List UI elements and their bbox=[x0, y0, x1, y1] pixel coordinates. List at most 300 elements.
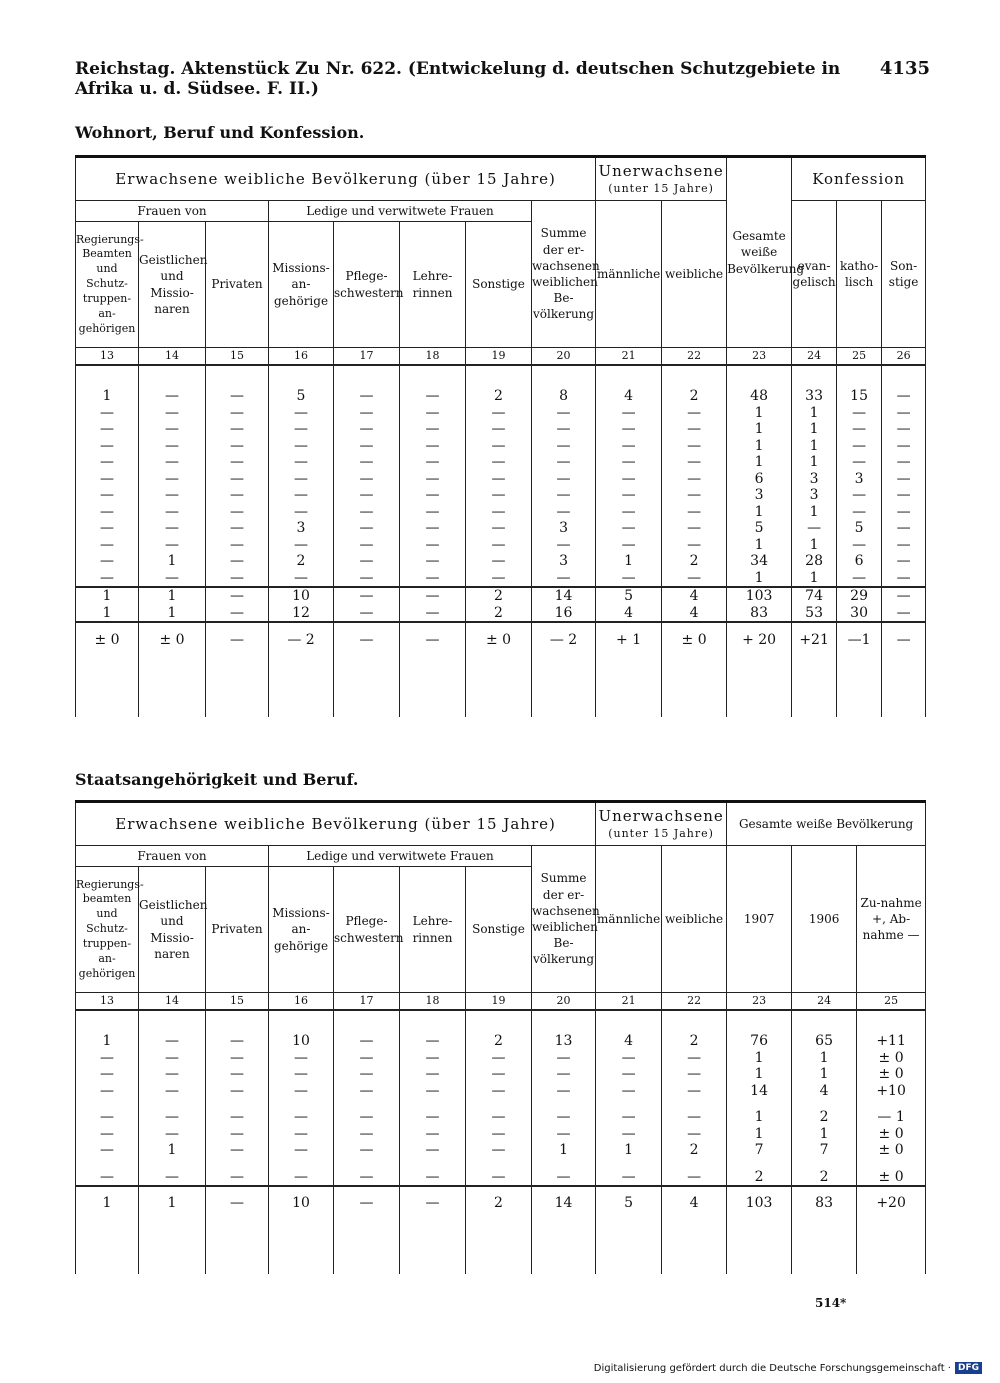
spacer-cell bbox=[596, 657, 662, 717]
table-cell: — 2 bbox=[269, 622, 334, 657]
table-cell: 103 bbox=[727, 587, 792, 605]
table-cell: — bbox=[532, 1050, 596, 1067]
table-cell: — bbox=[334, 587, 400, 605]
table2-colnum: 21 bbox=[596, 993, 662, 1011]
table-cell: — bbox=[334, 1033, 400, 1050]
spacer-cell bbox=[269, 365, 334, 388]
spacer-cell bbox=[532, 365, 596, 388]
table-cell: — bbox=[400, 605, 466, 623]
spacer-cell bbox=[662, 1099, 727, 1109]
table-cell: — bbox=[76, 570, 139, 588]
table-cell: 34 bbox=[727, 553, 792, 570]
table-cell: 3 bbox=[269, 520, 334, 537]
table-cell: — bbox=[139, 1169, 206, 1187]
table-cell: — bbox=[76, 1050, 139, 1067]
table-cell: — bbox=[837, 487, 882, 504]
table-cell: 1 bbox=[596, 1142, 662, 1159]
table-cell: — bbox=[662, 504, 727, 521]
table-cell: — bbox=[206, 1050, 269, 1067]
table-cell: — bbox=[882, 504, 926, 521]
total-row bbox=[76, 1186, 926, 1219]
spacer-cell bbox=[400, 1219, 466, 1274]
spacer-cell bbox=[76, 365, 139, 388]
table-cell: 1 bbox=[792, 1126, 857, 1143]
table-cell: 5 bbox=[269, 388, 334, 405]
table-cell: 30 bbox=[837, 605, 882, 623]
spacer-row bbox=[76, 365, 926, 388]
table-cell: — bbox=[76, 1169, 139, 1187]
table2-colnum: 19 bbox=[466, 993, 532, 1011]
table-row bbox=[76, 1126, 926, 1143]
col-1906-header: 1906 bbox=[792, 846, 857, 993]
table-cell: — bbox=[206, 1186, 269, 1219]
table-cell: 6 bbox=[727, 471, 792, 488]
table-cell: 83 bbox=[727, 605, 792, 623]
table-row bbox=[76, 421, 926, 438]
table1-colnum: 16 bbox=[269, 348, 334, 366]
table-cell: ± 0 bbox=[139, 622, 206, 657]
table-cell: — bbox=[596, 1050, 662, 1067]
table-cell: — bbox=[532, 504, 596, 521]
table-cell: 1 bbox=[727, 570, 792, 588]
group-konfession-header: Konfession bbox=[792, 157, 926, 201]
table-cell: 83 bbox=[792, 1186, 857, 1219]
spacer-row bbox=[76, 1010, 926, 1033]
table-cell: — bbox=[76, 1126, 139, 1143]
table2-colnum: 20 bbox=[532, 993, 596, 1011]
table-cell: 33 bbox=[792, 388, 837, 405]
table-cell: — bbox=[269, 504, 334, 521]
table-cell: — bbox=[76, 487, 139, 504]
table-cell: 10 bbox=[269, 1186, 334, 1219]
table-cell: 2 bbox=[466, 1186, 532, 1219]
table-cell: — bbox=[139, 1109, 206, 1126]
table-cell: — bbox=[882, 570, 926, 588]
col-katholisch-header: katho-lisch bbox=[837, 201, 882, 348]
col-privaten-header-2: Privaten bbox=[206, 867, 269, 993]
table-cell: — bbox=[400, 1083, 466, 1100]
table-cell: — bbox=[466, 1109, 532, 1126]
col-sonstige-header: Sonstige bbox=[466, 222, 532, 348]
spacer-cell bbox=[76, 1219, 139, 1274]
table-cell: — bbox=[76, 504, 139, 521]
spacer-row bbox=[76, 657, 926, 717]
table-cell: — bbox=[76, 1083, 139, 1100]
spacer-cell bbox=[334, 365, 400, 388]
table1-colnum: 23 bbox=[727, 348, 792, 366]
table-cell: 3 bbox=[792, 487, 837, 504]
table-cell: 2 bbox=[662, 553, 727, 570]
table-cell: — bbox=[662, 520, 727, 537]
table-cell: — bbox=[76, 421, 139, 438]
table-cell: 14 bbox=[532, 587, 596, 605]
col-geistliche-header-2: Geistlichen und Missio-naren bbox=[139, 867, 206, 993]
table-cell: — bbox=[139, 520, 206, 537]
table-row bbox=[76, 504, 926, 521]
table-cell: 3 bbox=[837, 471, 882, 488]
table-cell: — bbox=[466, 1126, 532, 1143]
table-cell: — bbox=[139, 405, 206, 422]
table-cell: — bbox=[139, 471, 206, 488]
spacer-cell bbox=[792, 1010, 857, 1033]
spacer-cell bbox=[596, 365, 662, 388]
table-cell: 4 bbox=[596, 388, 662, 405]
table-cell: — bbox=[466, 537, 532, 554]
table-cell: 2 bbox=[466, 1033, 532, 1050]
table-cell: +21 bbox=[792, 622, 837, 657]
table-cell: — bbox=[466, 1050, 532, 1067]
spacer-cell bbox=[727, 365, 792, 388]
table-row bbox=[76, 471, 926, 488]
table-cell: — bbox=[400, 1033, 466, 1050]
table-cell: — bbox=[596, 438, 662, 455]
col-missions-header-2: Missions-an-gehörige bbox=[269, 867, 334, 993]
spacer-cell bbox=[269, 1219, 334, 1274]
col-regierung-header-2: Regierungs-beamten und Schutz-truppen-an-gehörigen bbox=[76, 867, 139, 993]
table-cell: — bbox=[400, 520, 466, 537]
table-cell: 13 bbox=[532, 1033, 596, 1050]
table-cell: 2 bbox=[662, 388, 727, 405]
col-summe-header-2: Summe der er-wachsenen weiblichen Be-völkerung bbox=[532, 846, 596, 993]
subgroup-frauen-von: Frauen von bbox=[76, 201, 269, 222]
table-cell: — bbox=[76, 471, 139, 488]
table-cell: — bbox=[662, 537, 727, 554]
table-cell: — bbox=[837, 421, 882, 438]
col-sonstige-header-2: Sonstige bbox=[466, 867, 532, 993]
group-adult-header: Erwachsene weibliche Bevölkerung (über 15 Jahre) bbox=[76, 157, 596, 201]
spacer-cell bbox=[139, 1159, 206, 1169]
table-cell: — bbox=[269, 1109, 334, 1126]
table2-colnum: 14 bbox=[139, 993, 206, 1011]
table-cell: — bbox=[837, 454, 882, 471]
table-cell: — bbox=[334, 504, 400, 521]
table-cell: — bbox=[206, 1142, 269, 1159]
table-cell: — bbox=[466, 504, 532, 521]
spacer-cell bbox=[727, 1219, 792, 1274]
spacer-cell bbox=[76, 657, 139, 717]
spacer-cell bbox=[596, 1010, 662, 1033]
table-cell: — bbox=[334, 622, 400, 657]
table-cell: — bbox=[139, 438, 206, 455]
col-maennliche-header-2: männliche bbox=[596, 846, 662, 993]
table-cell: — bbox=[206, 587, 269, 605]
table-cell: — bbox=[334, 454, 400, 471]
table-cell: — bbox=[662, 471, 727, 488]
page-number: 4135 bbox=[879, 58, 930, 79]
spacer-cell bbox=[532, 657, 596, 717]
table-cell: 10 bbox=[269, 1033, 334, 1050]
table2-colnum: 16 bbox=[269, 993, 334, 1011]
table-cell: — bbox=[400, 1142, 466, 1159]
running-header bbox=[75, 58, 930, 99]
table-cell: — bbox=[76, 520, 139, 537]
table-cell: — bbox=[76, 1109, 139, 1126]
table-row bbox=[76, 520, 926, 537]
table-cell: — bbox=[76, 1142, 139, 1159]
spacer-cell bbox=[206, 1219, 269, 1274]
group-minors-header-2 bbox=[596, 802, 727, 846]
table-wohnort-beruf-konfession bbox=[75, 155, 926, 717]
table-cell: — bbox=[400, 1169, 466, 1187]
table-cell: — bbox=[76, 1066, 139, 1083]
table-cell: — bbox=[532, 1083, 596, 1100]
table-cell: 1 bbox=[139, 587, 206, 605]
table-cell: 5 bbox=[596, 1186, 662, 1219]
table-cell: 1 bbox=[727, 405, 792, 422]
table-row bbox=[76, 1109, 926, 1126]
table-cell: 1 bbox=[139, 1186, 206, 1219]
table-cell: 1 bbox=[792, 1066, 857, 1083]
table-cell: 4 bbox=[596, 605, 662, 623]
table-cell: — bbox=[269, 1142, 334, 1159]
table-cell: 53 bbox=[792, 605, 837, 623]
spacer-cell bbox=[792, 365, 837, 388]
table-cell: 1 bbox=[727, 1066, 792, 1083]
spacer-cell bbox=[857, 1219, 926, 1274]
table-cell: 7 bbox=[727, 1142, 792, 1159]
table-row bbox=[76, 570, 926, 588]
table-cell: — bbox=[206, 438, 269, 455]
table-cell: — bbox=[334, 1169, 400, 1187]
spacer-cell bbox=[206, 1099, 269, 1109]
table-cell: 12 bbox=[269, 605, 334, 623]
col-pflege-header: Pflege-schwestern bbox=[334, 222, 400, 348]
table-cell: — bbox=[139, 1083, 206, 1100]
table-cell: 1 bbox=[139, 605, 206, 623]
table1-colnum: 18 bbox=[400, 348, 466, 366]
spacer-cell bbox=[400, 1099, 466, 1109]
table-cell: 5 bbox=[596, 587, 662, 605]
table-cell: — bbox=[334, 438, 400, 455]
table-cell: — bbox=[466, 570, 532, 588]
table-cell: — bbox=[596, 1083, 662, 1100]
table-cell: — bbox=[139, 388, 206, 405]
table-row bbox=[76, 1169, 926, 1187]
table-cell: — bbox=[882, 605, 926, 623]
table-cell: — bbox=[269, 1050, 334, 1067]
table-cell: — bbox=[400, 504, 466, 521]
table-cell: — bbox=[334, 487, 400, 504]
table-cell: — bbox=[662, 1109, 727, 1126]
spacer-cell bbox=[792, 1099, 857, 1109]
table-cell: 1 bbox=[76, 1186, 139, 1219]
spacer-cell bbox=[662, 1219, 727, 1274]
table-cell: — bbox=[269, 471, 334, 488]
table-cell: 2 bbox=[466, 587, 532, 605]
spacer-cell bbox=[269, 1010, 334, 1033]
table-cell: — bbox=[882, 388, 926, 405]
table1-colnum: 26 bbox=[882, 348, 926, 366]
table-cell: ± 0 bbox=[76, 622, 139, 657]
table-cell: 76 bbox=[727, 1033, 792, 1050]
signature-mark: 514* bbox=[815, 1296, 847, 1310]
spacer-cell bbox=[882, 365, 926, 388]
table-cell: — bbox=[400, 553, 466, 570]
table-cell: — bbox=[334, 1109, 400, 1126]
table-cell: +20 bbox=[857, 1186, 926, 1219]
table-cell: — bbox=[206, 622, 269, 657]
table-cell: — bbox=[532, 1109, 596, 1126]
spacer-cell bbox=[792, 657, 837, 717]
spacer-cell bbox=[596, 1159, 662, 1169]
spacer-cell bbox=[662, 1010, 727, 1033]
spacer-cell bbox=[466, 1219, 532, 1274]
spacer-cell bbox=[76, 1159, 139, 1169]
table-cell: — bbox=[882, 405, 926, 422]
table-cell: 1 bbox=[792, 570, 837, 588]
table2-colnum: 15 bbox=[206, 993, 269, 1011]
table-cell: — bbox=[269, 570, 334, 588]
table-cell: 16 bbox=[532, 605, 596, 623]
table-cell: — bbox=[76, 537, 139, 554]
subgroup-ledige-2: Ledige und verwitwete Frauen bbox=[269, 846, 532, 867]
table-cell: — bbox=[269, 1083, 334, 1100]
group-minors-subtitle-2: (unter 15 Jahre) bbox=[608, 826, 714, 840]
col-geistliche-header: Geistlichen und Missio-naren bbox=[139, 222, 206, 348]
group-total-header-2: Gesamte weiße Bevölkerung bbox=[727, 802, 926, 846]
table-cell: — bbox=[400, 438, 466, 455]
table-cell: — bbox=[334, 537, 400, 554]
table-cell: ± 0 bbox=[857, 1050, 926, 1067]
spacer-cell bbox=[269, 1099, 334, 1109]
table-row bbox=[76, 553, 926, 570]
table-cell: — bbox=[792, 520, 837, 537]
spacer-cell bbox=[269, 1159, 334, 1169]
spacer-cell bbox=[76, 1010, 139, 1033]
table-cell: 1 bbox=[792, 504, 837, 521]
table-staatsangehoerigkeit-beruf bbox=[75, 800, 926, 1274]
table-cell: — bbox=[837, 438, 882, 455]
spacer-cell bbox=[466, 1010, 532, 1033]
table-cell: — bbox=[206, 605, 269, 623]
spacer-cell bbox=[334, 1159, 400, 1169]
spacer-cell bbox=[206, 1010, 269, 1033]
table-cell: 1 bbox=[76, 1033, 139, 1050]
spacer-cell bbox=[532, 1159, 596, 1169]
table-cell: — bbox=[139, 537, 206, 554]
spacer-cell bbox=[837, 657, 882, 717]
table-cell: 1 bbox=[727, 504, 792, 521]
table-cell: 1 bbox=[727, 537, 792, 554]
table-cell: 1 bbox=[532, 1142, 596, 1159]
table-cell: 1 bbox=[139, 553, 206, 570]
table2-colnum: 25 bbox=[857, 993, 926, 1011]
table-cell: + 20 bbox=[727, 622, 792, 657]
table-cell: — bbox=[466, 1169, 532, 1187]
col-pflege-header-2: Pflege-schwestern bbox=[334, 867, 400, 993]
table-cell: — bbox=[466, 405, 532, 422]
table-cell: — bbox=[466, 520, 532, 537]
spacer-cell bbox=[206, 1159, 269, 1169]
col-summe-header: Summe der er-wachsenen weiblichen Be-völkerung bbox=[532, 201, 596, 348]
table-cell: — bbox=[269, 438, 334, 455]
table-cell: — bbox=[139, 1066, 206, 1083]
spacer-cell bbox=[857, 1010, 926, 1033]
table2-colnum: 24 bbox=[792, 993, 857, 1011]
table-row bbox=[76, 1033, 926, 1050]
spacer-cell bbox=[596, 1219, 662, 1274]
table-cell: — 1 bbox=[857, 1109, 926, 1126]
table-cell: — bbox=[596, 471, 662, 488]
spacer-cell bbox=[466, 657, 532, 717]
spacer-cell bbox=[857, 1099, 926, 1109]
table-cell: — bbox=[334, 421, 400, 438]
table-cell: — bbox=[882, 520, 926, 537]
table-cell: — bbox=[206, 537, 269, 554]
spacer-cell bbox=[727, 1010, 792, 1033]
table-cell: —1 bbox=[837, 622, 882, 657]
table-cell: — bbox=[662, 1126, 727, 1143]
table-cell: — bbox=[882, 487, 926, 504]
footer-text: Digitalisierung gefördert durch die Deutsche Forschungsgemeinschaft · bbox=[593, 1362, 951, 1374]
table-cell: 5 bbox=[727, 520, 792, 537]
group-minors-header bbox=[596, 157, 727, 201]
table-cell: 65 bbox=[792, 1033, 857, 1050]
col-missions-header: Missions-an-gehörige bbox=[269, 222, 334, 348]
spacer-cell bbox=[466, 1099, 532, 1109]
spacer-cell bbox=[334, 1010, 400, 1033]
table-cell: 1 bbox=[792, 537, 837, 554]
difference-row bbox=[76, 622, 926, 657]
table-cell: — bbox=[400, 537, 466, 554]
table-cell: — bbox=[334, 520, 400, 537]
spacer-cell bbox=[662, 365, 727, 388]
table-cell: — bbox=[400, 1050, 466, 1067]
table-cell: 48 bbox=[727, 388, 792, 405]
table-cell: — bbox=[837, 570, 882, 588]
col-gesamte-header: Gesamte weiße Bevölkerung bbox=[727, 157, 792, 348]
table-cell: — bbox=[206, 570, 269, 588]
table-cell: — bbox=[662, 1083, 727, 1100]
table-cell: — bbox=[596, 1126, 662, 1143]
table-cell: ± 0 bbox=[857, 1169, 926, 1187]
table-row bbox=[76, 1083, 926, 1100]
table-cell: — bbox=[76, 438, 139, 455]
table-cell: — bbox=[596, 454, 662, 471]
col-zunahme-header: Zu-nahme +, Ab-nahme — bbox=[857, 846, 926, 993]
table-cell: — bbox=[400, 487, 466, 504]
table-cell: — bbox=[532, 1126, 596, 1143]
table-cell: — bbox=[596, 504, 662, 521]
spacer-cell bbox=[206, 365, 269, 388]
table-cell: 2 bbox=[792, 1169, 857, 1187]
table-cell: — bbox=[466, 454, 532, 471]
spacer-cell bbox=[334, 1219, 400, 1274]
table-cell: — bbox=[882, 421, 926, 438]
table-cell: 103 bbox=[727, 1186, 792, 1219]
table-cell: 3 bbox=[532, 520, 596, 537]
spacer-cell bbox=[532, 1099, 596, 1109]
table-cell: — bbox=[269, 487, 334, 504]
table-cell: — bbox=[206, 1083, 269, 1100]
table-cell: — bbox=[206, 504, 269, 521]
table1-colnum: 13 bbox=[76, 348, 139, 366]
section-title-wohnort: Wohnort, Beruf und Konfession. bbox=[75, 123, 365, 142]
spacer-cell bbox=[532, 1010, 596, 1033]
spacer-cell bbox=[400, 657, 466, 717]
table-cell: — bbox=[206, 1066, 269, 1083]
table-cell: ± 0 bbox=[857, 1126, 926, 1143]
table-cell: — bbox=[206, 487, 269, 504]
table-cell: — bbox=[532, 487, 596, 504]
spacer-cell bbox=[727, 1099, 792, 1109]
table-cell: 3 bbox=[792, 471, 837, 488]
table-cell: 2 bbox=[792, 1109, 857, 1126]
table-row bbox=[76, 1066, 926, 1083]
spacer-cell bbox=[662, 1159, 727, 1169]
table-cell: — bbox=[206, 405, 269, 422]
table-cell: 1 bbox=[792, 454, 837, 471]
